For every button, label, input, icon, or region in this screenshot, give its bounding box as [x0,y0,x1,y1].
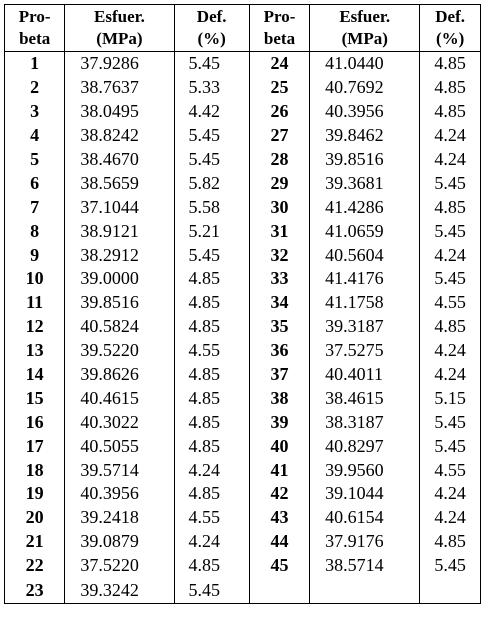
deformacion-cell: 4.24 [174,458,249,482]
esfuerzo-cell: 39.1044 [310,482,420,506]
table-row [5,267,481,291]
header-probeta-left [5,5,65,52]
deformacion-cell: 4.24 [420,124,481,148]
esfuerzo-cell: 40.3956 [65,482,174,506]
esfuerzo-cell: 38.5659 [65,171,174,195]
deformacion-cell: 5.58 [174,195,249,219]
probeta-cell: 1 [5,52,65,76]
probeta-cell: 4 [5,124,65,148]
esfuerzo-cell: 39.8462 [310,124,420,148]
esfuerzo-cell: 39.3681 [310,171,420,195]
header-line: Pro- [263,7,296,26]
esfuerzo-cell: 37.5275 [310,339,420,363]
esfuerzo-cell: 40.4615 [65,386,174,410]
probeta-cell: 14 [5,363,65,387]
esfuerzo-cell: 40.3956 [310,100,420,124]
header-esfuerzo-left [65,5,174,52]
header-line: (%) [435,29,465,48]
probeta-cell: 34 [249,291,309,315]
esfuerzo-cell: 38.3187 [310,410,420,434]
esfuerzo-cell: 40.7692 [310,76,420,100]
deformacion-cell: 4.24 [420,148,481,172]
deformacion-cell: 4.85 [174,386,249,410]
deformacion-cell: 5.33 [174,76,249,100]
table-row [5,171,481,195]
probeta-cell: 13 [5,339,65,363]
probeta-cell: 45 [249,554,309,578]
esfuerzo-cell: 38.5714 [310,554,420,578]
header-deformacion-right [420,5,481,52]
deformacion-cell: 4.85 [174,434,249,458]
deformacion-cell: 5.45 [174,243,249,267]
table-row [5,243,481,267]
deformacion-cell: 5.45 [420,434,481,458]
header-line: Esfuer. [94,7,145,26]
probeta-cell: 17 [5,434,65,458]
specimen-data-table [4,4,481,604]
probeta-cell: 44 [249,530,309,554]
esfuerzo-cell: 40.5604 [310,243,420,267]
deformacion-cell: 5.21 [174,219,249,243]
probeta-cell: 3 [5,100,65,124]
deformacion-cell: 4.85 [420,76,481,100]
probeta-cell: 18 [5,458,65,482]
deformacion-cell: 5.45 [174,52,249,76]
probeta-cell: 10 [5,267,65,291]
esfuerzo-cell: 39.8516 [310,148,420,172]
header-esfuerzo-right [310,5,420,52]
deformacion-cell: 4.85 [174,267,249,291]
esfuerzo-cell: 39.8626 [65,363,174,387]
esfuerzo-cell: 40.4011 [310,363,420,387]
table-row [5,434,481,458]
deformacion-cell: 4.24 [420,339,481,363]
probeta-cell: 35 [249,315,309,339]
probeta-cell: 41 [249,458,309,482]
esfuerzo-cell: 41.0440 [310,52,420,76]
deformacion-cell: 5.45 [420,171,481,195]
data-table-container [4,4,481,604]
header-line: beta [19,29,51,48]
probeta-cell: 40 [249,434,309,458]
esfuerzo-cell: 41.1758 [310,291,420,315]
deformacion-cell: 5.45 [420,267,481,291]
esfuerzo-cell: 39.0879 [65,530,174,554]
deformacion-cell: 4.85 [174,363,249,387]
esfuerzo-cell: 37.5220 [65,554,174,578]
table-row [5,148,481,172]
probeta-cell: 6 [5,171,65,195]
deformacion-cell: 4.85 [174,482,249,506]
probeta-cell: 24 [249,52,309,76]
deformacion-cell: 4.85 [174,554,249,578]
deformacion-cell: 4.24 [420,506,481,530]
probeta-cell: 22 [5,554,65,578]
esfuerzo-cell: 39.5220 [65,339,174,363]
probeta-cell: 32 [249,243,309,267]
deformacion-cell: 4.85 [174,315,249,339]
probeta-cell: 39 [249,410,309,434]
esfuerzo-cell [310,578,420,604]
probeta-cell: 25 [249,76,309,100]
header-deformacion-left [174,5,249,52]
esfuerzo-cell: 39.3242 [65,578,174,604]
table-body [5,52,481,604]
deformacion-cell: 4.24 [174,530,249,554]
header-line: (MPa) [96,29,143,48]
table-row [5,339,481,363]
deformacion-cell: 4.55 [174,506,249,530]
esfuerzo-cell: 38.0495 [65,100,174,124]
deformacion-cell: 5.45 [174,578,249,604]
esfuerzo-cell: 38.2912 [65,243,174,267]
table-row [5,458,481,482]
probeta-cell: 12 [5,315,65,339]
probeta-cell: 9 [5,243,65,267]
deformacion-cell: 4.85 [420,195,481,219]
probeta-cell: 33 [249,267,309,291]
probeta-cell: 29 [249,171,309,195]
probeta-cell: 30 [249,195,309,219]
table-row [5,219,481,243]
deformacion-cell: 4.55 [420,458,481,482]
table-row [5,124,481,148]
probeta-cell: 20 [5,506,65,530]
deformacion-cell: 5.15 [420,386,481,410]
deformacion-cell: 5.45 [174,124,249,148]
esfuerzo-cell: 38.7637 [65,76,174,100]
deformacion-cell: 4.85 [420,100,481,124]
probeta-cell: 7 [5,195,65,219]
probeta-cell: 27 [249,124,309,148]
deformacion-cell [420,578,481,604]
table-row [5,554,481,578]
esfuerzo-cell: 41.4176 [310,267,420,291]
deformacion-cell: 5.45 [420,219,481,243]
esfuerzo-cell: 40.6154 [310,506,420,530]
esfuerzo-cell: 39.3187 [310,315,420,339]
deformacion-cell: 4.85 [174,410,249,434]
table-row [5,410,481,434]
deformacion-cell: 4.55 [420,291,481,315]
table-row [5,315,481,339]
esfuerzo-cell: 40.5055 [65,434,174,458]
table-row [5,100,481,124]
deformacion-cell: 4.55 [174,339,249,363]
esfuerzo-cell: 38.4615 [310,386,420,410]
deformacion-cell: 4.85 [174,291,249,315]
esfuerzo-cell: 38.8242 [65,124,174,148]
esfuerzo-cell: 38.4670 [65,148,174,172]
probeta-cell: 38 [249,386,309,410]
esfuerzo-cell: 37.9176 [310,530,420,554]
header-line: Esfuer. [339,7,391,26]
probeta-cell: 36 [249,339,309,363]
header-probeta-right [249,5,309,52]
probeta-cell [249,578,309,604]
deformacion-cell: 5.45 [174,148,249,172]
probeta-cell: 19 [5,482,65,506]
probeta-cell: 43 [249,506,309,530]
table-row [5,52,481,76]
header-line: Pro- [18,7,51,26]
table-row [5,76,481,100]
esfuerzo-cell: 39.9560 [310,458,420,482]
esfuerzo-cell: 40.8297 [310,434,420,458]
header-line: (%) [197,29,226,48]
deformacion-cell: 4.42 [174,100,249,124]
probeta-cell: 28 [249,148,309,172]
deformacion-cell: 4.24 [420,363,481,387]
header-line: beta [263,29,296,48]
probeta-cell: 42 [249,482,309,506]
deformacion-cell: 4.85 [420,530,481,554]
deformacion-cell: 5.82 [174,171,249,195]
deformacion-cell: 4.24 [420,243,481,267]
table-row [5,506,481,530]
esfuerzo-cell: 41.0659 [310,219,420,243]
esfuerzo-cell: 39.5714 [65,458,174,482]
probeta-cell: 2 [5,76,65,100]
table-row [5,578,481,604]
probeta-cell: 21 [5,530,65,554]
esfuerzo-cell: 40.3022 [65,410,174,434]
header-line: Def. [435,7,466,26]
probeta-cell: 26 [249,100,309,124]
table-row [5,291,481,315]
esfuerzo-cell: 39.8516 [65,291,174,315]
table-row [5,363,481,387]
table-row [5,530,481,554]
probeta-cell: 23 [5,578,65,604]
header-row [5,5,481,52]
header-line: Def. [196,7,227,26]
probeta-cell: 8 [5,219,65,243]
probeta-cell: 31 [249,219,309,243]
deformacion-cell: 4.85 [420,315,481,339]
esfuerzo-cell: 40.5824 [65,315,174,339]
probeta-cell: 15 [5,386,65,410]
esfuerzo-cell: 39.2418 [65,506,174,530]
esfuerzo-cell: 38.9121 [65,219,174,243]
esfuerzo-cell: 41.4286 [310,195,420,219]
table-row [5,482,481,506]
probeta-cell: 16 [5,410,65,434]
probeta-cell: 37 [249,363,309,387]
esfuerzo-cell: 37.9286 [65,52,174,76]
esfuerzo-cell: 37.1044 [65,195,174,219]
probeta-cell: 11 [5,291,65,315]
table-row [5,386,481,410]
deformacion-cell: 5.45 [420,410,481,434]
header-line: (MPa) [341,29,388,48]
probeta-cell: 5 [5,148,65,172]
esfuerzo-cell: 39.0000 [65,267,174,291]
deformacion-cell: 5.45 [420,554,481,578]
deformacion-cell: 4.85 [420,52,481,76]
table-row [5,195,481,219]
deformacion-cell: 4.24 [420,482,481,506]
